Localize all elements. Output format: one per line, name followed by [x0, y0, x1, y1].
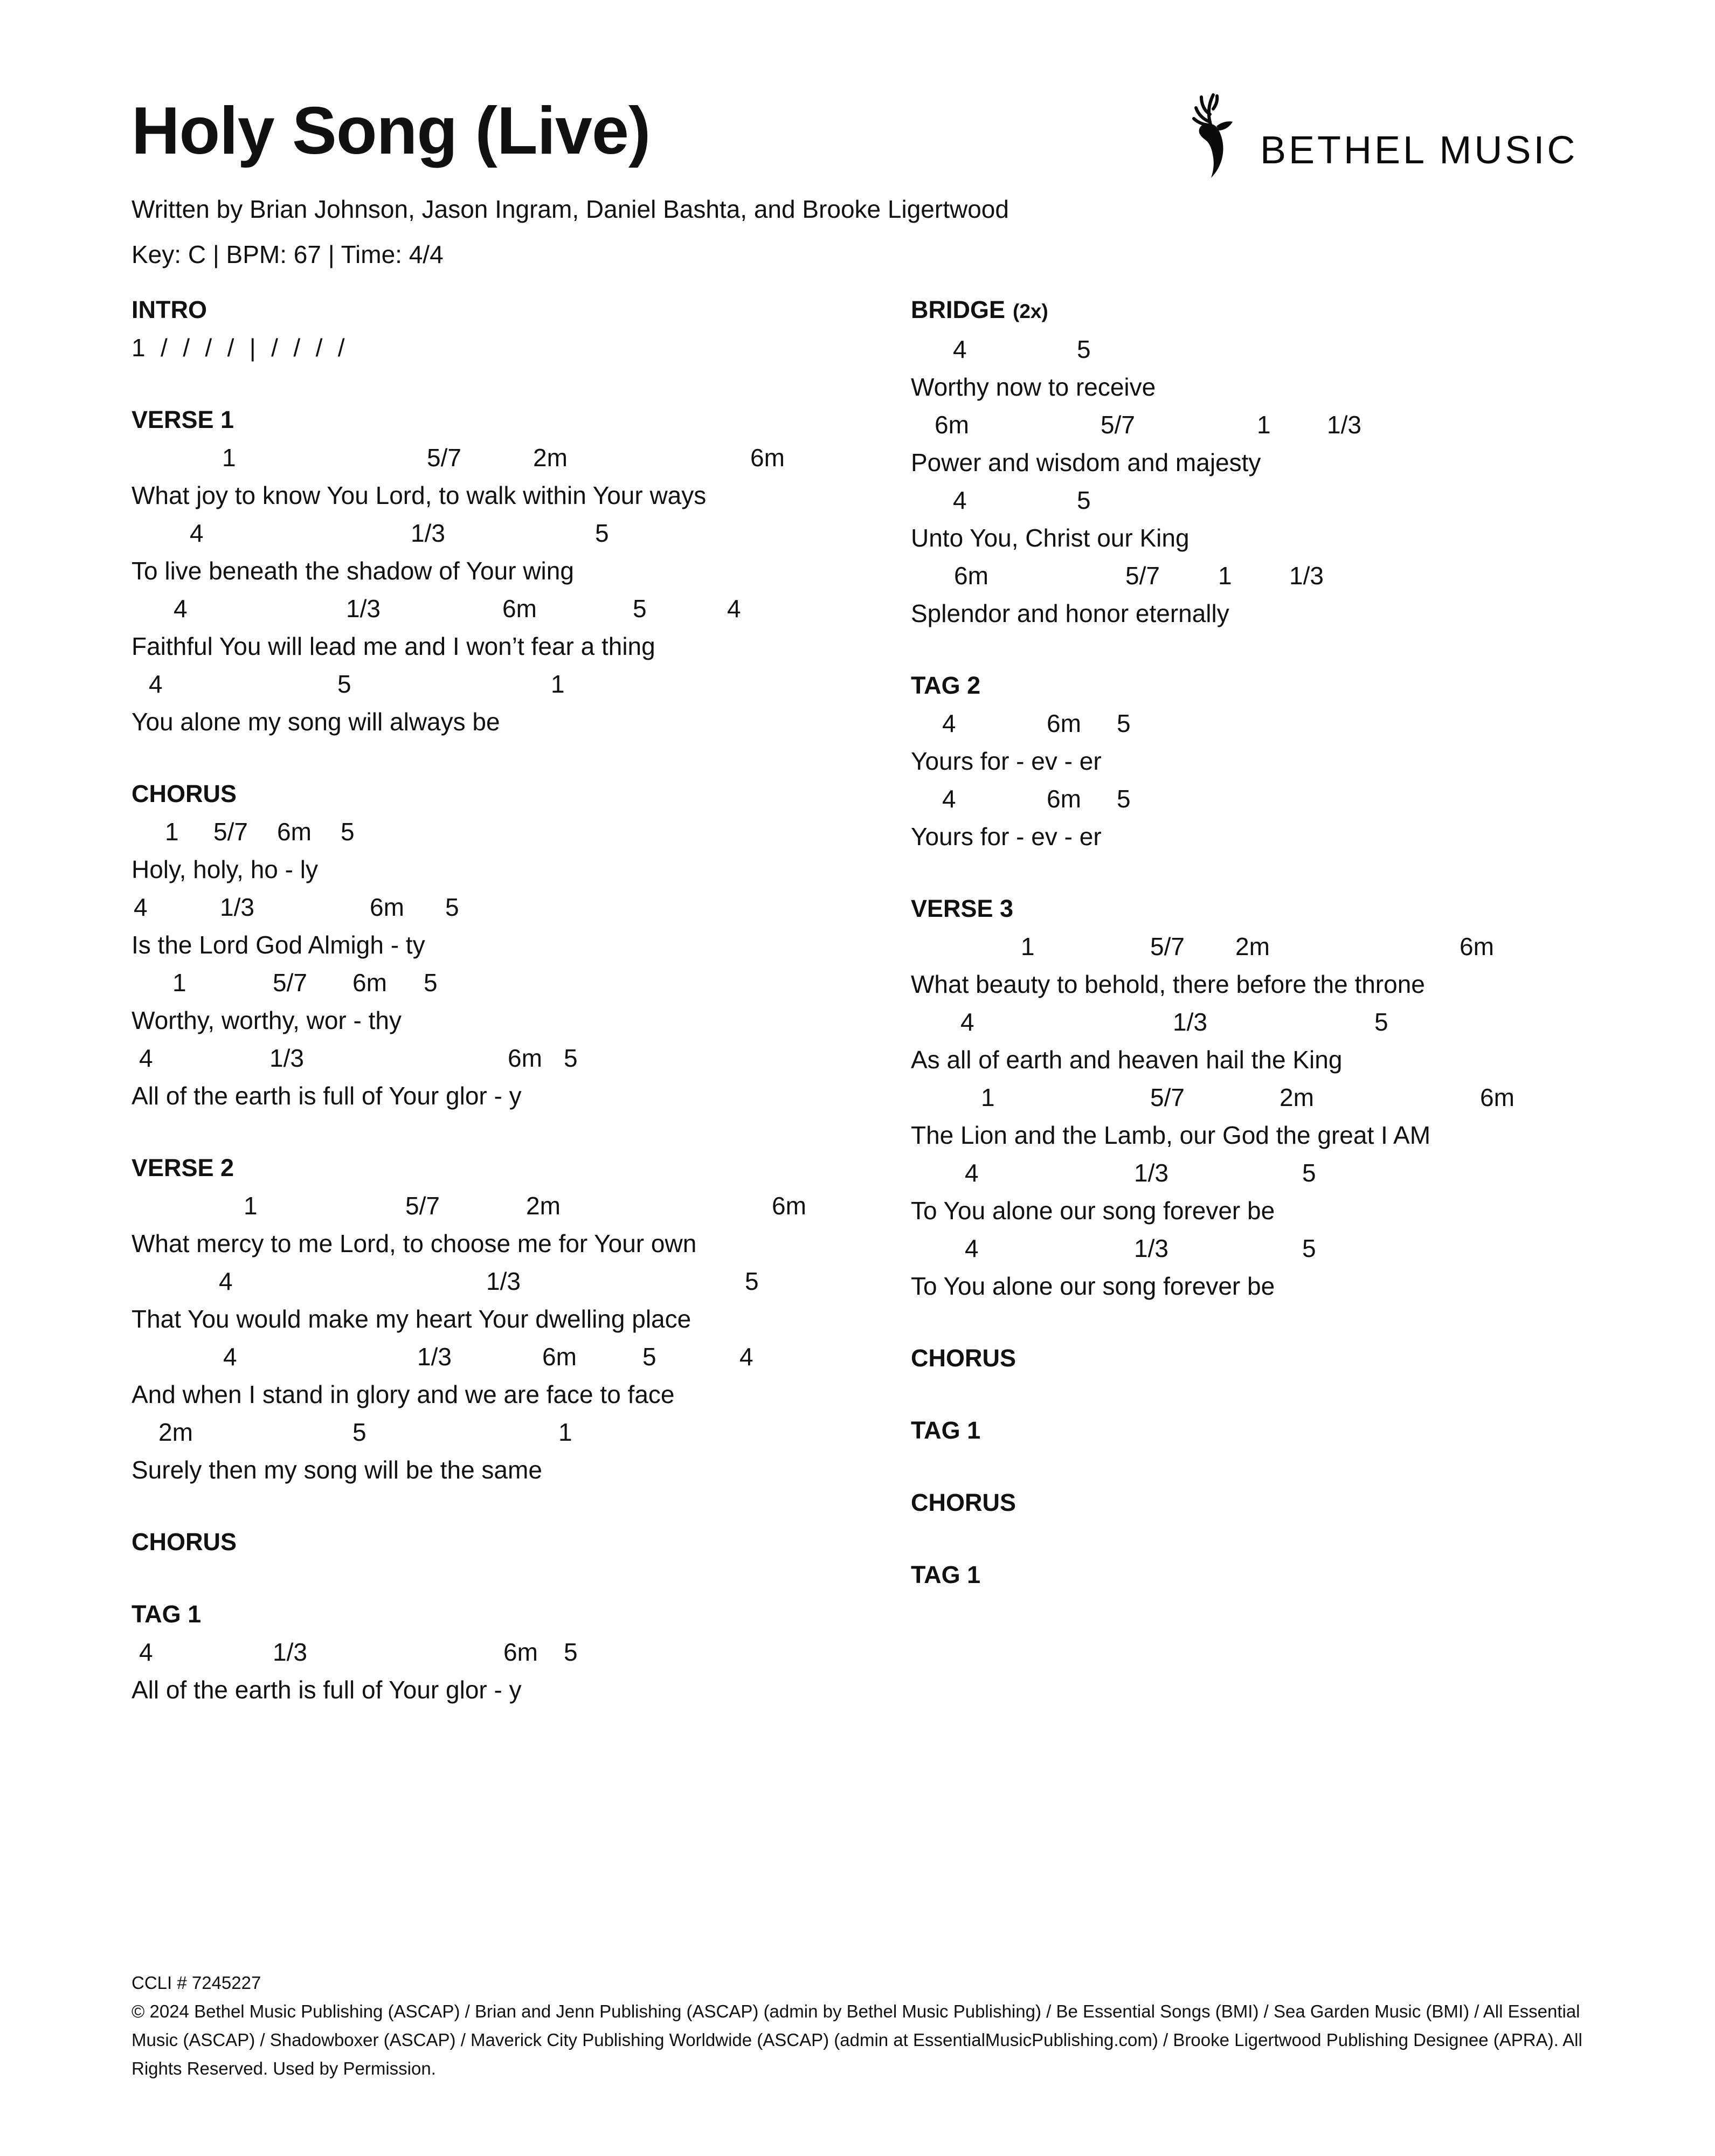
section-header [132, 1595, 911, 1633]
chord: 5/7 [273, 969, 307, 997]
chord: 5 [445, 893, 459, 921]
section-header [911, 1556, 1690, 1594]
chord: 1 [1021, 932, 1035, 960]
chord: 5 [352, 1418, 366, 1446]
chord: 4 [960, 1008, 974, 1036]
chord: 4 [190, 519, 204, 547]
song-section [911, 1484, 1690, 1522]
chords-line [911, 330, 1690, 368]
chords-line [911, 928, 1690, 965]
song-section [911, 291, 1690, 632]
chord: 4 [965, 1159, 979, 1187]
written-by: Written by Brian Johnson, Jason Ingram, Daniel Bashta, and Brooke Ligertwood [132, 195, 1009, 223]
chord: 5 [564, 1638, 578, 1666]
section-label: CHORUS [132, 1528, 237, 1556]
footer [132, 1968, 1630, 2083]
chord: 2m [158, 1418, 193, 1446]
lyric-line: Splendor and honor eternally [911, 599, 1229, 627]
song-meta-block [132, 186, 1009, 277]
section-header [911, 1412, 1690, 1449]
lyric-line: All of the earth is full of Your glor - y [132, 1082, 522, 1110]
chord: 2m [1280, 1083, 1314, 1111]
chord: 1 [1257, 411, 1271, 439]
lyric-line: What beauty to behold, there before the throne [911, 970, 1425, 998]
chord: 5/7 [213, 818, 248, 846]
chord: 1/3 [273, 1638, 307, 1666]
chords-line [132, 1633, 911, 1671]
chart-columns [132, 291, 1690, 1743]
song-section [132, 775, 911, 1115]
chord: 1 [551, 670, 565, 698]
chord: 1 [165, 818, 179, 846]
chord: 5 [341, 818, 355, 846]
section-label: VERSE 3 [911, 895, 1014, 922]
section-label: TAG 2 [911, 672, 981, 699]
lyric-line: To You alone our song forever be [911, 1272, 1275, 1300]
section-label: TAG 1 [911, 1416, 981, 1444]
lyric-line: Surely then my song will be the same [132, 1456, 542, 1484]
lyric-line: Worthy now to receive [911, 373, 1156, 401]
chord: 5 [1077, 486, 1091, 514]
section-label: VERSE 1 [132, 406, 234, 433]
chords-line [132, 888, 911, 926]
lyric-line: As all of earth and heaven hail the King [911, 1046, 1343, 1074]
chord: 4 [942, 709, 956, 737]
chord: 4 [223, 1343, 237, 1371]
chords-line [132, 514, 911, 552]
left-column [132, 291, 911, 1743]
chord: 6m [503, 1638, 538, 1666]
chord: 4 [953, 486, 967, 514]
chord: 5 [564, 1044, 578, 1072]
song-section [132, 1595, 911, 1709]
chord: 1 [244, 1192, 258, 1220]
chord: 5/7 [1150, 932, 1185, 960]
chord: 4 [739, 1343, 753, 1371]
song-section [911, 1339, 1690, 1377]
chord: 6m [935, 411, 969, 439]
chord: 6m [370, 893, 404, 921]
lyric-line: Holy, holy, ho - ly [132, 855, 318, 883]
chord: 6m [277, 818, 312, 846]
page-title: Holy Song (Live) [132, 94, 651, 168]
chord: 1/3 [220, 893, 254, 921]
chords-line [911, 481, 1690, 519]
chord: 1/3 [1134, 1234, 1168, 1262]
chord: 6m [502, 595, 537, 623]
chord: 5 [633, 595, 647, 623]
section-header [911, 1339, 1690, 1377]
section-label: BRIDGE [911, 296, 1006, 323]
chords-line [132, 1413, 911, 1451]
chord: 1 [1218, 562, 1232, 590]
copyright-text: © 2024 Bethel Music Publishing (ASCAP) / Brian and Jenn Publishing (ASCAP) (admin by Bethel Music Publishing) / Be Essential Songs (BMI) / Sea Garden Music (BMI) / All Essential Music (ASCAP) / Shadowboxer (ASCAP) / Maverick City Publishing Worldwide (ASCAP) (admin at EssentialMusicPublishing.com) / Brooke Ligertwood Publishing Designee (APRA). All Rights Reserved. Used by Permission. [132, 2001, 1582, 2078]
section-header [911, 291, 1690, 330]
chord: 4 [134, 893, 148, 921]
rhythm-pattern-line: 1 / / / / | / / / / [132, 334, 349, 362]
chords-line [911, 1003, 1690, 1041]
chord: 6m [954, 562, 988, 590]
chord: 5 [1077, 335, 1091, 363]
chord: 4 [139, 1638, 153, 1666]
chord: 1/3 [1327, 411, 1361, 439]
chord: 1/3 [486, 1267, 521, 1295]
chord: 6m [1480, 1083, 1515, 1111]
lyric-line: Yours for - ev - er [911, 823, 1102, 851]
chord: 4 [942, 785, 956, 813]
chord: 2m [526, 1192, 561, 1220]
song-section [132, 1523, 911, 1561]
chord: 6m [1460, 932, 1494, 960]
chords-line [132, 1039, 911, 1077]
lyric-line: Power and wisdom and majesty [911, 448, 1261, 476]
chord: 4 [727, 595, 741, 623]
chord: 5 [745, 1267, 759, 1295]
lyric-line: What joy to know You Lord, to walk within Your ways [132, 481, 707, 509]
chord: 6m [772, 1192, 806, 1220]
chord: 4 [174, 595, 188, 623]
chord: 1 [222, 444, 236, 472]
section-header [911, 1484, 1690, 1522]
section-label: TAG 1 [911, 1561, 981, 1588]
song-section [911, 890, 1690, 1305]
section-header [132, 291, 911, 329]
chord: 6m [1047, 785, 1081, 813]
chord: 4 [953, 335, 967, 363]
section-label: VERSE 2 [132, 1154, 234, 1181]
chords-line [911, 406, 1690, 444]
chords-line [132, 813, 911, 851]
chord: 5 [1302, 1159, 1316, 1187]
stag-ear [1216, 121, 1233, 130]
chord: 6m [508, 1044, 542, 1072]
chord: 1 [172, 969, 186, 997]
chord: 5/7 [427, 444, 461, 472]
chord: 1 [558, 1418, 572, 1446]
chord: 5 [337, 670, 351, 698]
section-header [911, 667, 1690, 704]
section-header [132, 1149, 911, 1187]
lyric-line: Yours for - ev - er [911, 747, 1102, 775]
key-bpm-time: Key: C | BPM: 67 | Time: 4/4 [132, 240, 444, 268]
bethel-music-logo [1170, 91, 1578, 182]
lyric-line: Faithful You will lead me and I won’t fear a thing [132, 632, 655, 660]
section-header [911, 890, 1690, 928]
chord: 5/7 [1125, 562, 1160, 590]
chord: 5 [642, 1343, 656, 1371]
section-label: CHORUS [911, 1489, 1016, 1516]
chords-line [911, 1229, 1690, 1267]
lyric-line: Unto You, Christ our King [911, 524, 1190, 552]
lyric-line: To live beneath the shadow of Your wing [132, 557, 574, 585]
chord: 1/3 [411, 519, 445, 547]
lyric-line: Is the Lord God Almigh - ty [132, 931, 425, 959]
lyric-line: That You would make my heart Your dwelling place [132, 1305, 691, 1333]
song-section [911, 1412, 1690, 1449]
chords-line [911, 704, 1690, 742]
chord: 5 [424, 969, 438, 997]
section-header [132, 775, 911, 813]
song-section [132, 401, 911, 741]
lyric-line: Worthy, worthy, wor - thy [132, 1006, 402, 1034]
lyric-line: You alone my song will always be [132, 708, 500, 736]
chord: 4 [219, 1267, 233, 1295]
chord: 5/7 [405, 1192, 440, 1220]
chord: 4 [139, 1044, 153, 1072]
chord: 1 [981, 1083, 995, 1111]
lyric-line: The Lion and the Lamb, our God the great I AM [911, 1121, 1431, 1149]
song-section [132, 291, 911, 367]
chords-line [911, 1079, 1690, 1116]
chord: 1/3 [1289, 562, 1324, 590]
chord: 1/3 [269, 1044, 304, 1072]
chord: 6m [542, 1343, 577, 1371]
chord: 4 [965, 1234, 979, 1262]
section-label: TAG 1 [132, 1600, 202, 1628]
chord: 6m [1047, 709, 1081, 737]
song-section [911, 1556, 1690, 1594]
lyric-line: To You alone our song forever be [911, 1197, 1275, 1225]
right-column [911, 291, 1690, 1743]
section-label: INTRO [132, 296, 207, 323]
ccli-number: CCLI # 7245227 [132, 1973, 261, 1993]
chord: 6m [352, 969, 387, 997]
stag-icon [1170, 91, 1250, 182]
chord: 5/7 [1150, 1083, 1185, 1111]
chord: 5 [1117, 709, 1131, 737]
chord: 1/3 [1134, 1159, 1168, 1187]
chord: 5 [1117, 785, 1131, 813]
chord: 2m [1235, 932, 1270, 960]
chord: 4 [149, 670, 163, 698]
chord: 5 [1302, 1234, 1316, 1262]
song-section [911, 667, 1690, 855]
lyric-line: All of the earth is full of Your glor - y [132, 1676, 522, 1704]
lyric-line: What mercy to me Lord, to choose me for Your own [132, 1229, 697, 1257]
chords-line [132, 590, 911, 627]
chords-line [132, 1187, 911, 1225]
stag-head [1199, 123, 1223, 178]
chord: 6m [750, 444, 785, 472]
song-section [132, 1149, 911, 1489]
section-label: CHORUS [132, 780, 237, 807]
section-header [132, 1523, 911, 1561]
chord: 1/3 [346, 595, 381, 623]
chord: 5/7 [1101, 411, 1135, 439]
section-repeat-count: (2x) [1013, 300, 1048, 322]
chords-line [911, 780, 1690, 818]
chord: 2m [533, 444, 568, 472]
chords-line [911, 557, 1690, 595]
chord: 1/3 [417, 1343, 452, 1371]
section-label: CHORUS [911, 1344, 1016, 1372]
chords-line [132, 1262, 911, 1300]
chords-line [911, 1154, 1690, 1192]
chord: 5 [1374, 1008, 1388, 1036]
chords-line [132, 1338, 911, 1376]
section-header [132, 401, 911, 439]
chord: 5 [595, 519, 609, 547]
chord: 1/3 [1173, 1008, 1207, 1036]
lyric-line: And when I stand in glory and we are face to face [132, 1380, 675, 1408]
chords-line [132, 665, 911, 703]
chords-line [132, 439, 911, 476]
logo-text: BETHEL MUSIC [1260, 129, 1578, 172]
chords-line [132, 964, 911, 1001]
